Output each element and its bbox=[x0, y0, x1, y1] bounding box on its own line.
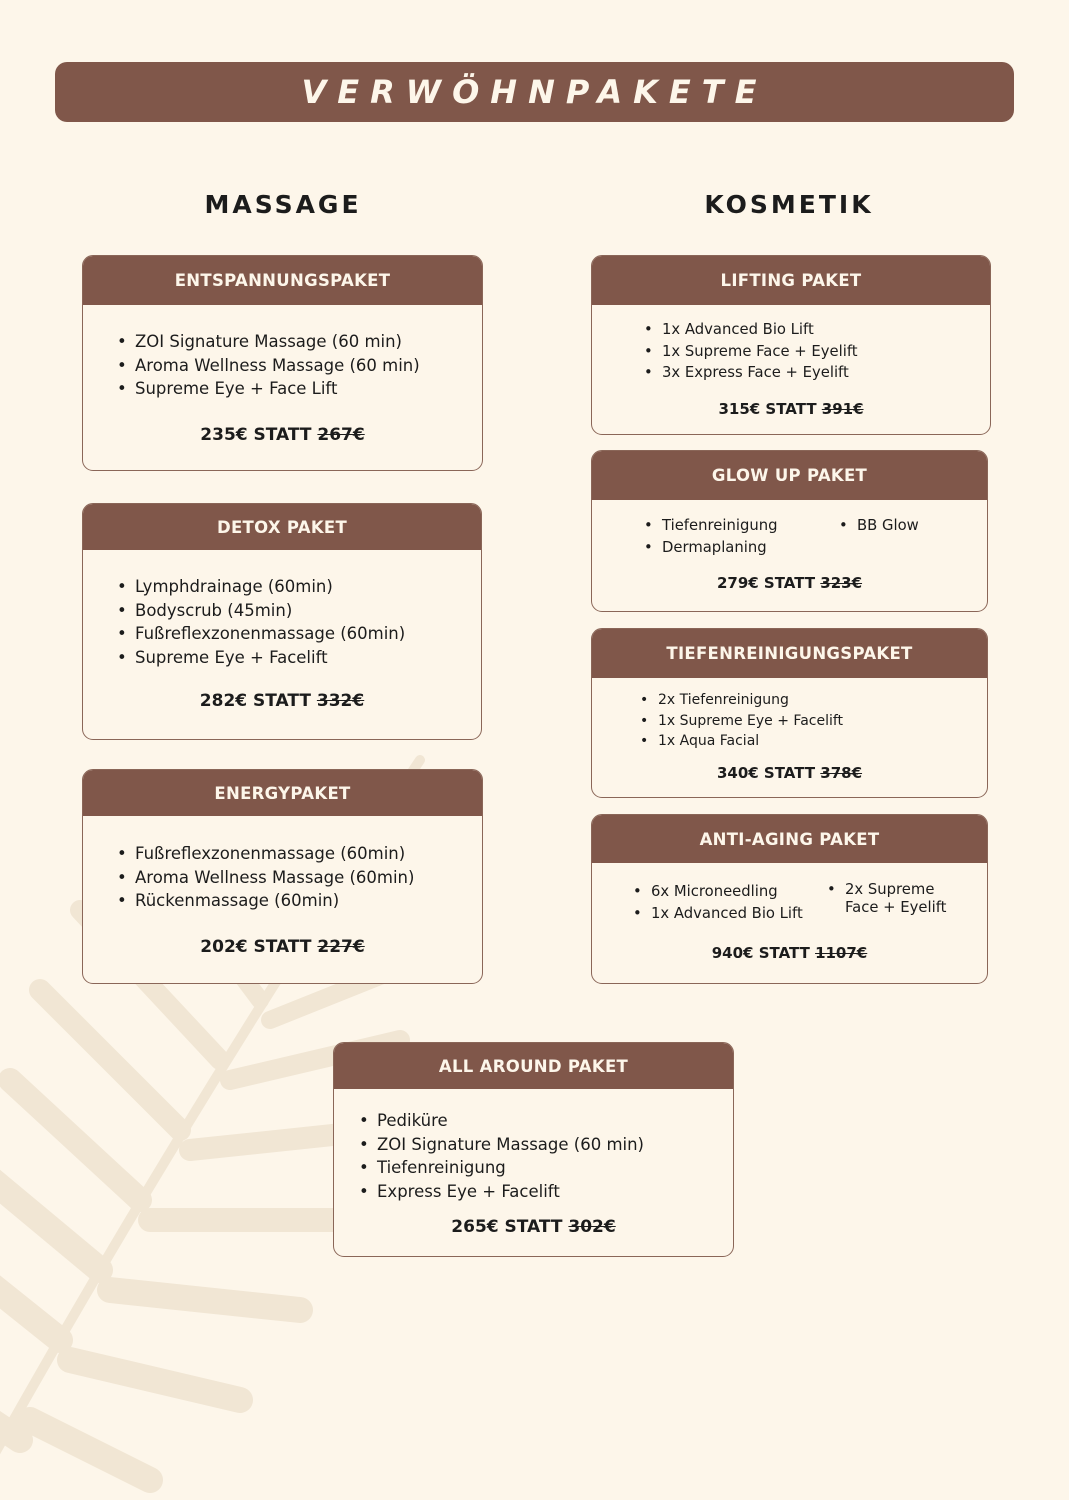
package-card-entspannung bbox=[82, 255, 483, 471]
package-items-right bbox=[825, 881, 955, 917]
package-items-left bbox=[631, 881, 803, 925]
package-name: LIFTING PAKET bbox=[592, 256, 990, 305]
old-price: 1107€ bbox=[815, 944, 868, 962]
package-name: ENERGYPAKET bbox=[83, 770, 482, 816]
list-item: • BB Glow bbox=[837, 515, 919, 537]
package-items-right bbox=[837, 515, 919, 537]
title-banner bbox=[55, 62, 1014, 122]
massage-heading: MASSAGE bbox=[204, 190, 362, 219]
package-items bbox=[642, 319, 858, 384]
package-price bbox=[83, 937, 482, 957]
package-card-tiefenreinigung bbox=[591, 628, 988, 798]
package-price bbox=[83, 691, 481, 711]
list-item: • Pediküre bbox=[357, 1109, 644, 1133]
old-price: 302€ bbox=[568, 1217, 616, 1237]
old-price: 378€ bbox=[820, 764, 863, 782]
list-item: • 2x Tiefenreinigung bbox=[638, 690, 843, 711]
package-name: ENTSPANNUNGSPAKET bbox=[83, 256, 482, 305]
old-price: 267€ bbox=[317, 425, 365, 445]
package-items bbox=[115, 330, 420, 401]
package-card-lifting bbox=[591, 255, 991, 435]
old-price: 227€ bbox=[317, 937, 365, 957]
list-item: • 1x Supreme Face + Eyelift bbox=[642, 341, 858, 363]
kosmetik-heading: KOSMETIK bbox=[704, 190, 874, 219]
page-title: VERWÖHNPAKETE bbox=[301, 73, 768, 111]
new-price: 279€ STATT bbox=[716, 574, 816, 592]
package-name: ALL AROUND PAKET bbox=[334, 1043, 733, 1089]
list-item: • Bodyscrub (45min) bbox=[115, 599, 405, 623]
package-items bbox=[115, 575, 405, 670]
list-item: • Aroma Wellness Massage (60 min) bbox=[115, 354, 420, 378]
package-name: ANTI-AGING PAKET bbox=[592, 815, 987, 863]
list-item: • 1x Supreme Eye + Facelift bbox=[638, 711, 843, 732]
new-price: 265€ STATT bbox=[451, 1217, 563, 1237]
package-price bbox=[334, 1217, 733, 1237]
package-card-glow-up bbox=[591, 450, 988, 612]
list-item: • 2x Supreme Face + Eyelift bbox=[825, 881, 955, 917]
package-price bbox=[592, 764, 987, 782]
package-card-detox bbox=[82, 503, 482, 740]
old-price: 391€ bbox=[821, 400, 864, 418]
list-item: • 1x Aqua Facial bbox=[638, 731, 843, 752]
list-item: • 1x Advanced Bio Lift bbox=[631, 903, 803, 925]
package-items bbox=[357, 1109, 644, 1204]
new-price: 940€ STATT bbox=[711, 944, 810, 962]
package-items bbox=[638, 690, 843, 752]
package-card-anti-aging bbox=[591, 814, 988, 984]
list-item: • 3x Express Face + Eyelift bbox=[642, 362, 858, 384]
new-price: 315€ STATT bbox=[718, 400, 817, 418]
list-item: • Supreme Eye + Facelift bbox=[115, 646, 405, 670]
new-price: 235€ STATT bbox=[200, 425, 312, 445]
package-items bbox=[115, 842, 414, 913]
package-price bbox=[592, 944, 987, 962]
package-price bbox=[592, 574, 987, 592]
list-item: • Aroma Wellness Massage (60min) bbox=[115, 866, 414, 890]
package-card-all-around bbox=[333, 1042, 734, 1257]
list-item: • Tiefenreinigung bbox=[642, 515, 778, 537]
list-item: • Fußreflexzonenmassage (60min) bbox=[115, 622, 405, 646]
list-item: • Rückenmassage (60min) bbox=[115, 889, 414, 913]
list-item: • 6x Microneedling bbox=[631, 881, 803, 903]
list-item: • Tiefenreinigung bbox=[357, 1156, 644, 1180]
new-price: 202€ STATT bbox=[200, 937, 312, 957]
list-item: • Lymphdrainage (60min) bbox=[115, 575, 405, 599]
new-price: 282€ STATT bbox=[199, 691, 311, 711]
package-name: GLOW UP PAKET bbox=[592, 451, 987, 500]
new-price: 340€ STATT bbox=[716, 764, 816, 782]
package-name: TIEFENREINIGUNGSPAKET bbox=[592, 629, 987, 678]
list-item: • 1x Advanced Bio Lift bbox=[642, 319, 858, 341]
list-item: • Dermaplaning bbox=[642, 537, 778, 559]
list-item: • Fußreflexzonenmassage (60min) bbox=[115, 842, 414, 866]
list-item: • ZOI Signature Massage (60 min) bbox=[357, 1133, 644, 1157]
list-item: • Supreme Eye + Face Lift bbox=[115, 377, 420, 401]
list-item: • ZOI Signature Massage (60 min) bbox=[115, 330, 420, 354]
package-price bbox=[83, 425, 482, 445]
old-price: 332€ bbox=[316, 691, 365, 711]
package-items-left bbox=[642, 515, 778, 559]
package-card-energy bbox=[82, 769, 483, 984]
package-name: DETOX PAKET bbox=[83, 504, 481, 550]
old-price: 323€ bbox=[820, 574, 863, 592]
list-item: • Express Eye + Facelift bbox=[357, 1180, 644, 1204]
package-price bbox=[592, 400, 990, 418]
